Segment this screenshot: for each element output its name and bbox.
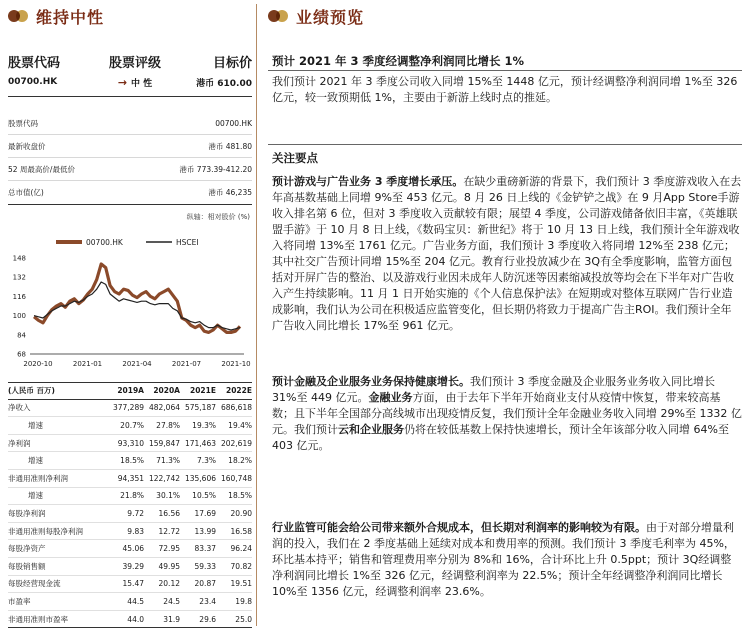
financials-header-unit: (人民币 百万) (8, 386, 55, 396)
fintech-lead-finance: 金融业务 (368, 391, 413, 404)
financials-cell: 24.5 (163, 596, 180, 606)
info-value: 港币 481.80 (208, 141, 252, 151)
financials-row (8, 558, 252, 576)
financials-cell: 377,289 (112, 403, 144, 413)
financials-row-label: 每股经营现金流 (8, 579, 61, 589)
financials-row-label: 非通用准则每股净利润 (8, 526, 83, 536)
y-tick-label: 148 (12, 254, 26, 263)
financials-header-year: 2022E (226, 386, 252, 396)
financials-cell: 135,606 (184, 473, 216, 483)
financials-row-label: 非通用准则净利润 (8, 473, 68, 483)
regulation-text: 由于对部分增量利润的投入，我们在 2 季度基础上延续对成本和费用率的预测。我们预计 3 季度毛利率为 45%，环比基本持平；销售和管理费用率分别为 8%和 16%，合计环比上升 0.5ppt；预计 3Q经调整净利润同比增长 1%至 326 亿元，经调整利润率为 22.5%；预计全年经调整净利润同比增长 10%至 1356 亿元，经调整利润率 23.6%。 (272, 521, 735, 598)
stock-code-value: 00700.HK (8, 77, 58, 87)
financials-cell: 21.8% (120, 491, 144, 501)
financials-cell: 44.0 (127, 614, 144, 624)
financials-row-label: 市盈率 (8, 596, 31, 606)
x-tick-label: 2021-10 (221, 360, 251, 368)
x-tick-label: 2021-04 (122, 360, 152, 368)
game-ad-text: 在缺少重磅新游的背景下，我们预计 3 季度游戏收入在去年高基数基础上同增 9%至 453 亿元。8 月 26 日上线的《金铲铲之战》在 9 月App Store手游收入排名第 6 位，但对 3 季度收入贡献较有限；展望 4 季度，公司游戏储备依旧丰富，《英雄联盟手游》于 10 月 8 日上线，《数码宝贝：新世纪》将于 10 月 13 日上线，我们预计全年游戏收入将同增 13%至 1761 亿元。广告业务方面，我们预计 3 季度收入将同增 12%至 238 亿元；其中社交广告预计同增 15%至 204 亿元。教育行业投放减少在 3Q有全季度影响，监管方面包括对开屏广告的整治、以及游戏行业因未成年人防沉迷等因素缩减投放等均会在下半年对广告收入产生持续影响。11 月 1 日开始实施的《个人信息保护法》在短期或对整体互联网广告行业造成影响，我们认为公司在积极适应监管变化，但长期仍将致力于提高广告主ROI。我们预计全年广告收入同比增长 17%至 961 亿元。 (272, 175, 742, 332)
financials-cell: 49.95 (158, 561, 180, 571)
right-section-header (268, 6, 364, 26)
stock-rating-value: 中 性 (131, 78, 153, 89)
financials-header-year: 2019A (117, 386, 144, 396)
financials-cell: 18.5% (228, 491, 252, 501)
key-points-title: 关注要点 (272, 151, 318, 165)
key-points-divider (268, 144, 742, 145)
price-chart (4, 230, 254, 370)
financials-cell: 23.4 (199, 596, 216, 606)
financials-table (8, 382, 252, 628)
regulation-paragraph (272, 520, 742, 600)
financials-cell: 20.7% (120, 420, 144, 430)
info-row (8, 112, 252, 135)
financials-cell: 20.90 (230, 508, 252, 518)
target-price-value: 港币 610.00 (196, 78, 252, 89)
financials-row-label: 每股净利润 (8, 508, 46, 518)
game-ad-paragraph (272, 174, 742, 334)
fintech-lead-cloud: 云和企业服务 (338, 423, 404, 436)
section-dots-icon (8, 9, 30, 23)
financials-row-label: 每股净资产 (8, 544, 46, 554)
financials-cell: 20.87 (194, 579, 216, 589)
financials-cell: 31.9 (163, 614, 180, 624)
info-label: 总市值(亿) (8, 188, 44, 197)
financials-cell: 96.24 (230, 544, 252, 554)
game-ad-lead: 预计游戏与广告业务 3 季度增长承压。 (272, 175, 464, 188)
financials-cell: 122,742 (148, 473, 180, 483)
financials-cell: 13.99 (194, 526, 216, 536)
column-divider (256, 4, 257, 626)
financials-row-label: 增速 (28, 420, 43, 430)
financials-header-row (8, 382, 252, 400)
info-row (8, 181, 252, 204)
y-tick-label: 68 (17, 350, 26, 359)
financials-cell: 27.8% (156, 420, 180, 430)
right-column (268, 0, 746, 631)
left-section-title: 维持中性 (36, 7, 105, 27)
financials-cell: 29.6 (199, 614, 216, 624)
info-row (8, 158, 252, 181)
financials-cell: 17.69 (194, 508, 216, 518)
financials-header-year: 2021E (190, 386, 216, 396)
section-dots-icon (268, 9, 290, 23)
fintech-lead: 预计金融及企业服务业务保持健康增长。 (272, 375, 470, 388)
financials-cell: 202,619 (220, 438, 252, 448)
fintech-text-c: 仍将在较低基数上保持快速增长，预计全年该部分收入同增 64%至 403 亿元。 (272, 423, 729, 452)
info-label: 股票代码 (8, 118, 38, 128)
financials-cell: 19.4% (228, 420, 252, 430)
financials-row (8, 523, 252, 541)
info-label: 最新收盘价 (8, 141, 46, 151)
financials-cell: 19.8 (235, 596, 252, 606)
financials-cell: 159,847 (148, 438, 180, 448)
info-value: 00700.HK (215, 118, 252, 128)
financials-cell: 83.37 (194, 544, 216, 554)
header-target-price: 目标价 (212, 55, 252, 71)
financials-row (8, 452, 252, 470)
financials-cell: 72.95 (158, 544, 180, 554)
financials-row (8, 417, 252, 435)
financials-cell: 19.3% (192, 420, 216, 430)
financials-cell: 30.1% (156, 491, 180, 501)
financials-cell: 44.5 (127, 596, 144, 606)
financials-row-label: 增速 (28, 491, 43, 501)
financials-row (8, 593, 252, 611)
fintech-paragraph (272, 374, 742, 454)
financials-cell: 7.3% (196, 456, 216, 466)
chart-axis-note: 纵轴：相对股价 (%) (186, 213, 250, 221)
y-tick-label: 100 (12, 312, 26, 321)
financials-cell: 10.5% (192, 491, 216, 501)
rating-table (8, 52, 252, 90)
financials-cell: 71.3% (156, 456, 180, 466)
right-section-title: 业绩预览 (296, 7, 365, 27)
x-tick-label: 2020-10 (23, 360, 53, 368)
financials-row (8, 488, 252, 506)
series-line-stock (34, 264, 240, 332)
info-label: 52 周最高价/最低价 (8, 164, 75, 174)
financials-row-label: 每股销售额 (8, 561, 46, 571)
left-column (0, 0, 256, 631)
financials-cell: 25.0 (235, 614, 252, 624)
financials-row (8, 611, 252, 629)
preview-subtitle: 预计 2021 年 3 季度经调整净利润同比增长 1% (272, 54, 525, 68)
financials-cell: 94,351 (117, 473, 144, 483)
financials-cell: 15.47 (122, 579, 144, 589)
regulation-lead: 行业监管可能会给公司带来额外合规成本，但长期对利润率的影响较为有限。 (272, 521, 646, 534)
financials-row (8, 540, 252, 558)
subtitle-divider (268, 70, 742, 71)
financials-cell: 19.51 (230, 579, 252, 589)
financials-header-year: 2020A (153, 386, 180, 396)
header-stock-rating: 股票评级 (108, 55, 161, 71)
fintech-text-b: 方面，由于去年下半年开始商业支付从疫情中恢复，带来较高基数；且下半年全国部分高线城市出现疫情反复，我们预计全年金融业务收入同增 29%至 1332 亿元。我们预计 (272, 391, 742, 436)
financials-cell: 18.2% (228, 456, 252, 466)
financials-row (8, 435, 252, 453)
legend-label: HSCEI (176, 238, 199, 247)
x-tick-label: 2021-01 (72, 360, 103, 368)
x-tick-label: 2021-07 (171, 360, 202, 368)
financials-cell: 39.29 (122, 561, 144, 571)
financials-cell: 16.56 (158, 508, 180, 518)
info-value: 港币 773.39-412.20 (179, 164, 252, 174)
financials-row-label: 净利润 (8, 438, 31, 448)
financials-row (8, 505, 252, 523)
fintech-text-a: 我们预计 3 季度金融及企业服务业务收入同比增长 31%至 449 亿元。 (272, 375, 715, 404)
financials-row-label: 增速 (28, 456, 43, 466)
financials-cell: 575,187 (184, 403, 216, 413)
financials-cell: 160,748 (220, 473, 252, 483)
financials-cell: 9.83 (127, 526, 144, 536)
y-tick-label: 116 (12, 292, 26, 301)
financials-cell: 20.12 (158, 579, 180, 589)
financials-cell: 686,618 (220, 403, 252, 413)
info-divider (8, 204, 252, 205)
financials-cell: 70.82 (230, 561, 252, 571)
intro-paragraph: 我们预计 2021 年 3 季度公司收入同增 15%至 1448 亿元，预计经调整净利润同增 1%至 326 亿元，较一致预期低 1%，主要由于新游上线时点的推延。 (272, 75, 738, 104)
financials-row (8, 576, 252, 594)
rating-divider (8, 96, 252, 97)
financials-cell: 93,310 (117, 438, 144, 448)
financials-cell: 59.33 (194, 561, 216, 571)
y-tick-label: 132 (12, 273, 26, 282)
financials-row-label: 非通用准则市盈率 (8, 614, 68, 624)
financials-cell: 9.72 (127, 508, 144, 518)
financials-cell: 171,463 (184, 438, 216, 448)
financials-row (8, 470, 252, 488)
financials-cell: 482,064 (148, 403, 180, 413)
rating-arrow-icon: → (117, 75, 128, 89)
series-line-index (34, 282, 240, 330)
financials-row-label: 净收入 (8, 403, 31, 413)
stock-info-table (8, 112, 252, 204)
left-section-header (8, 6, 104, 26)
header-stock-code: 股票代码 (8, 55, 61, 71)
info-value: 港币 46,235 (208, 188, 252, 197)
financials-cell: 18.5% (120, 456, 144, 466)
info-row (8, 135, 252, 158)
financials-row (8, 400, 252, 418)
financials-cell: 12.72 (158, 526, 180, 536)
y-tick-label: 84 (17, 331, 26, 340)
financials-cell: 16.58 (230, 526, 252, 536)
legend-label: 00700.HK (86, 238, 123, 247)
financials-body (8, 400, 252, 629)
financials-cell: 45.06 (122, 544, 144, 554)
